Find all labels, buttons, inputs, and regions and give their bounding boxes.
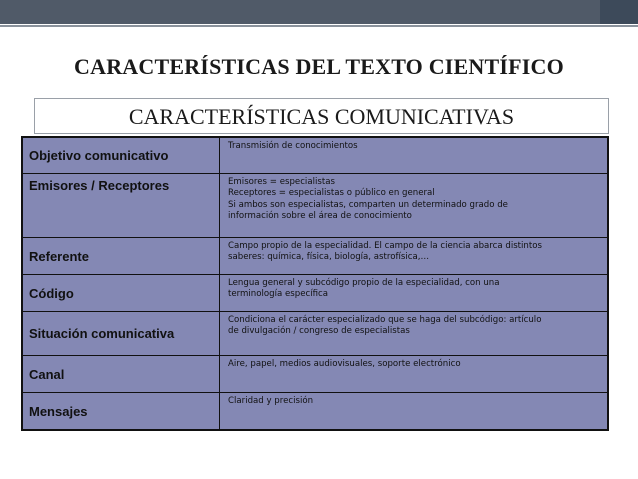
row-label: Código — [23, 275, 220, 311]
characteristics-table — [21, 136, 609, 431]
row-content — [220, 356, 607, 392]
content-line: terminología específica — [228, 289, 329, 300]
content-line: Condiciona el carácter especializado que se haga del subcódigo: artículo — [228, 315, 542, 325]
row-content — [220, 312, 607, 355]
content-line: Lengua general y subcódigo propio de la especialidad, con una — [228, 278, 500, 288]
content-line: Claridad y precisión — [228, 396, 314, 406]
subtitle-box — [34, 98, 609, 134]
table-row — [23, 238, 607, 275]
table-row — [23, 138, 607, 174]
content-line: Receptores = especialistas o público en general — [228, 188, 435, 199]
slide-subtitle: CARACTERÍSTICAS COMUNICATIVAS — [128, 104, 515, 129]
row-label: Situación comunicativa — [23, 312, 220, 355]
content-line: Campo propio de la especialidad. El campo de la ciencia abarca distintos — [228, 241, 542, 251]
content-line: saberes: química, física, biología, astrofísica,… — [228, 252, 430, 263]
row-label: Objetivo comunicativo — [23, 138, 220, 173]
content-line: Si ambos son especialistas, comparten un determinado grado de — [228, 199, 508, 210]
content-line: información sobre el área de conocimiento — [228, 211, 412, 222]
content-line: Transmisión de conocimientos — [228, 141, 358, 151]
slide-title: CARACTERÍSTICAS DEL TEXTO CIENTÍFICO — [74, 54, 564, 79]
row-content — [220, 393, 607, 429]
row-content — [220, 238, 607, 274]
row-label: Referente — [23, 238, 220, 274]
row-label: Mensajes — [23, 393, 220, 429]
content-line: Emisores = especialistas — [228, 177, 335, 187]
row-content — [220, 138, 607, 173]
table-row — [23, 393, 607, 429]
row-content — [220, 174, 607, 237]
top-bar-main — [0, 0, 600, 24]
top-bar-line — [0, 25, 638, 27]
table-row — [23, 356, 607, 393]
top-decorative-bar — [0, 0, 638, 28]
table-row — [23, 275, 607, 312]
row-content — [220, 275, 607, 311]
content-line: de divulgación / congreso de especialistas — [228, 326, 410, 337]
content-line: Aire, papel, medios audiovisuales, soporte electrónico — [228, 359, 461, 369]
row-label: Emisores / Receptores — [23, 174, 220, 237]
row-label: Canal — [23, 356, 220, 392]
table-row — [23, 312, 607, 356]
top-bar-accent — [600, 0, 638, 24]
table-row — [23, 174, 607, 238]
